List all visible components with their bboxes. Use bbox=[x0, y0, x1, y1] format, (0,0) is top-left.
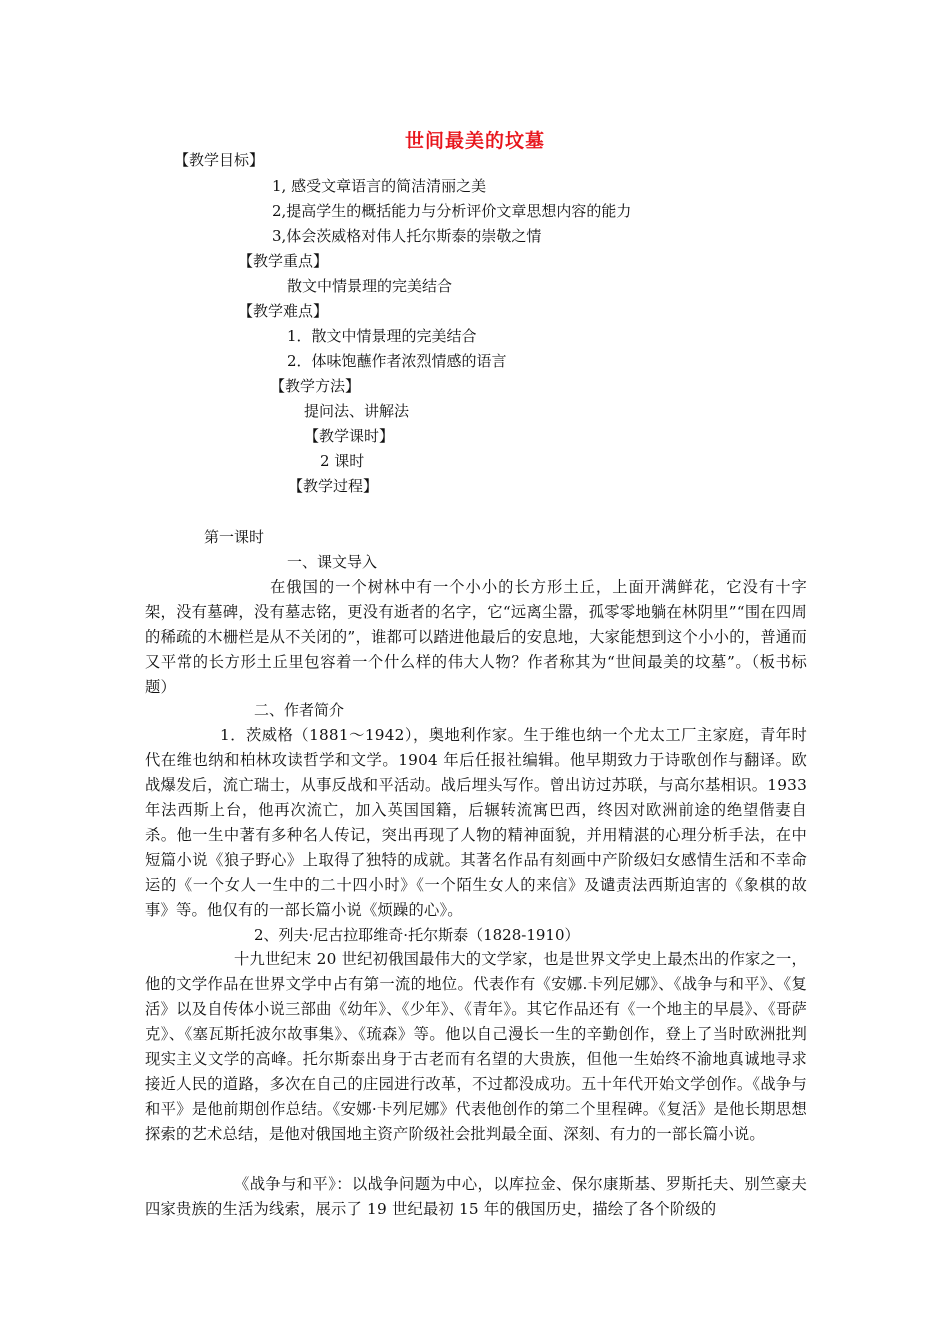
hours-heading: 【教学课时】 bbox=[304, 427, 395, 445]
process-heading: 【教学过程】 bbox=[288, 477, 379, 495]
hours-text: 2 课时 bbox=[320, 452, 365, 470]
goal-item: 3,体会茨威格对伟人托尔斯泰的崇敬之情 bbox=[272, 227, 542, 245]
difficulty-item: 1．散文中情景理的完美结合 bbox=[287, 327, 477, 345]
method-text: 提问法、讲解法 bbox=[304, 402, 410, 420]
zweig-paragraph: 1．茨威格（1881～1942），奥地利作家。生于维也纳一个尤太工厂主家庭，青年时代在维也纳和柏林攻读哲学和文学。1904 年后任报社编辑。他早期致力于诗歌创作与翻译。欧战爆发后，流亡瑞士，从事反战和平活动。战后埋头写作。曾出访过苏联，与高尔基相识。1933 年法西斯上台，他再次流亡，加入英国国籍，后辗转流寓巴西，终因对欧洲前途的绝望偕妻自杀。他一生中著有多种名人传记，突出再现了人物的精神面貌，并用精湛的心理分析手法，在中短篇小说《狼子野心》上取得了独特的成就。其著名作品有刻画中产阶级妇女感情生活和不幸命运的《一个女人一生中的二十四小时》《一个陌生女人的来信》及谴责法西斯迫害的《象棋的故事》等。他仅有的一部长篇小说《烦躁的心》。 bbox=[145, 726, 807, 919]
difficulty-heading: 【教学难点】 bbox=[238, 302, 329, 320]
method-heading: 【教学方法】 bbox=[270, 377, 361, 395]
section-heading: 二、作者简介 bbox=[254, 701, 345, 719]
focus-heading: 【教学重点】 bbox=[238, 252, 329, 270]
difficulty-item: 2．体味饱蘸作者浓烈情感的语言 bbox=[287, 352, 507, 370]
focus-text: 散文中情景理的完美结合 bbox=[287, 277, 453, 295]
lesson-label: 第一课时 bbox=[204, 528, 265, 546]
goal-item: 2,提高学生的概括能力与分析评价文章思想内容的能力 bbox=[272, 202, 632, 220]
document-title: 世间最美的坟墓 bbox=[404, 130, 545, 152]
intro-paragraph: 在俄国的一个树林中有一个小小的长方形土丘，上面开满鲜花，它没有十字架，没有墓碑，没有墓志铭，更没有逝者的名字，它“远离尘嚣，孤零零地躺在林阴里”“围在四周的稀疏的木栅栏是从不关闭的”，谁都可以踏进他最后的安息地，大家能想到这个小小的，普通而又平常的长方形土丘里包容着一个什么样的伟大人物？作者称其为“世间最美的坟墓”。（板书标题） bbox=[145, 578, 807, 696]
war-and-peace-paragraph: 《战争与和平》：以战争问题为中心，以库拉金、保尔康斯基、罗斯托夫、别竺豪夫四家贵族的生活为线索，展示了 19 世纪最初 15 年的俄国历史，描绘了各个阶级的 bbox=[145, 1175, 807, 1218]
section-heading: 一、课文导入 bbox=[287, 553, 378, 571]
goal-item: 1, 感受文章语言的简洁清丽之美 bbox=[272, 177, 487, 195]
tolstoy-heading: 2、列夫·尼古拉耶维奇·托尔斯泰（1828-1910） bbox=[254, 926, 580, 944]
tolstoy-paragraph: 十九世纪末 20 世纪初俄国最伟大的文学家，也是世界文学史上最杰出的作家之一，他的文学作品在世界文学中占有第一流的地位。代表作有《安娜.卡列尼娜》、《战争与和平》、《复活》以及自传体小说三部曲《幼年》、《少年》、《青年》。其它作品还有《一个地主的早晨》、《哥萨克》、《塞瓦斯托波尔故事集》、《琉森》等。他以自己漫长一生的辛勤创作，登上了当时欧洲批判现实主义文学的高峰。托尔斯泰出身于古老而有名望的大贵族，但他一生始终不渝地真诚地寻求接近人民的道路，多次在自己的庄园进行改革，不过都没成功。五十年代开始文学创作。《战争与和平》是他前期创作总结。《安娜·卡列尼娜》代表他创作的第二个里程碑。《复活》是他长期思想探索的艺术总结，是他对俄国地主资产阶级社会批判最全面、深刻、有力的一部长篇小说。 bbox=[145, 950, 807, 1143]
goals-heading: 【教学目标】 bbox=[174, 151, 265, 169]
